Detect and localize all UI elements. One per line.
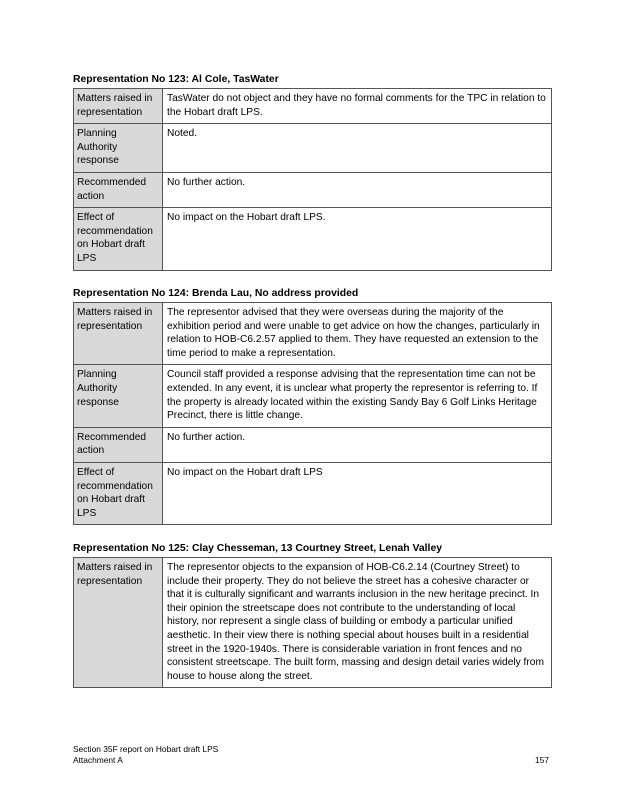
section-title: Representation No 123: Al Cole, TasWater xyxy=(73,74,279,85)
footer-report-title: Section 35F report on Hobart draft LPS xyxy=(73,744,219,754)
row-label: Matters raised in representation xyxy=(74,558,163,688)
representation-table xyxy=(73,302,552,525)
table-row xyxy=(74,365,552,427)
table-row xyxy=(74,427,552,462)
row-value: No further action. xyxy=(163,172,552,207)
page-number: 157 xyxy=(535,755,549,765)
row-label: Recommended action xyxy=(74,427,163,462)
row-label: Effect of recommendation on Hobart draft LPS xyxy=(74,208,163,270)
table-row xyxy=(74,89,552,124)
page-footer xyxy=(73,744,549,766)
row-label: Recommended action xyxy=(74,172,163,207)
row-label: Matters raised in representation xyxy=(74,89,163,124)
row-label: Planning Authority response xyxy=(74,124,163,173)
table-row xyxy=(74,558,552,688)
table-row xyxy=(74,172,552,207)
row-label: Effect of recommendation on Hobart draft LPS xyxy=(74,462,163,524)
representation-124-section xyxy=(73,287,552,525)
row-value: No impact on the Hobart draft LPS. xyxy=(163,208,552,270)
table-row xyxy=(74,124,552,173)
representation-table xyxy=(73,557,552,688)
row-value: The representor advised that they were overseas during the majority of the exhibition period and were unable to get advice on how the changes, particularly in relation to HOB-C6.2.57 applied to them. They have requested an extension to the time period to make a representation. xyxy=(163,303,552,365)
row-value: Council staff provided a response advising that the representation time can not be extended. In any event, it is unclear what property the representor is referring to. If the property is already located within the existing Sandy Bay 6 Golf Links Heritage Precinct, there is little change. xyxy=(163,365,552,427)
footer-attachment: Attachment A xyxy=(73,755,123,765)
row-value: The representor objects to the expansion of HOB-C6.2.14 (Courtney Street) to include their property. They do not believe the street has a cohesive character or that it is culturally significant and warrants inclusion in the new heritage precinct. In their opinion the streetscape does not contribute to the understanding of local history, nor represent a single class of building or embody a particular unified aesthetic. In their view there is nothing special about houses built in a residential street in the 1920-1940s. There is considerable variation in front fences and no consistent streetscape. The built form, massing and design detail varies widely from house to house along the street. xyxy=(163,558,552,688)
section-title: Representation No 124: Brenda Lau, No address provided xyxy=(73,288,359,299)
table-row xyxy=(74,208,552,270)
row-value: No further action. xyxy=(163,427,552,462)
row-value: TasWater do not object and they have no formal comments for the TPC in relation to the Hobart draft LPS. xyxy=(163,89,552,124)
table-row xyxy=(74,303,552,365)
representation-125-section xyxy=(73,542,552,688)
section-title: Representation No 125: Clay Chesseman, 13 Courtney Street, Lenah Valley xyxy=(73,543,442,554)
representation-table xyxy=(73,88,552,271)
row-label: Planning Authority response xyxy=(74,365,163,427)
representation-123-section xyxy=(73,73,552,271)
row-value: No impact on the Hobart draft LPS xyxy=(163,462,552,524)
table-row xyxy=(74,462,552,524)
row-label: Matters raised in representation xyxy=(74,303,163,365)
row-value: Noted. xyxy=(163,124,552,173)
